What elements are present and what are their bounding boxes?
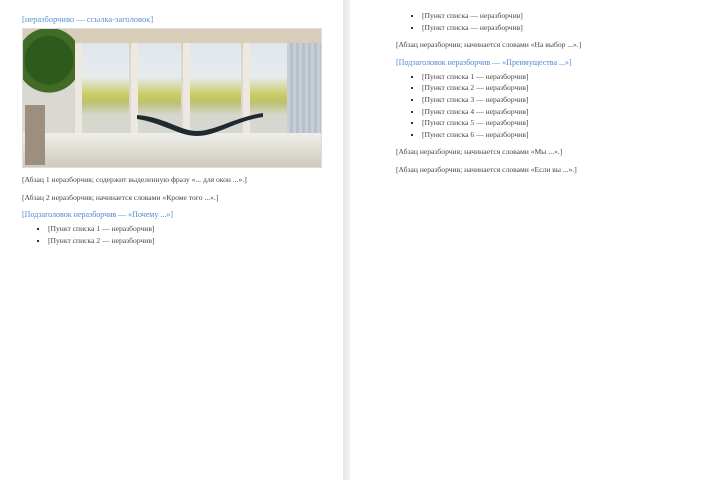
photo-floor	[23, 133, 321, 167]
photo-plant-pot	[25, 105, 45, 165]
link-heading[interactable]: [неразборчиво — ссылка-заголовок]	[22, 14, 154, 24]
list-item: ▪ [Пункт списка — неразборчив]	[422, 10, 694, 22]
list-item: ▪ [Пункт списка 4 — неразборчив]	[422, 106, 694, 118]
photo-lounge-chair	[135, 111, 265, 137]
list-item: ▪ [Пункт списка 1 — неразборчив]	[422, 71, 694, 83]
paragraph: [Абзац 2 неразборчив; начинается словами «Кроме того ...».]	[22, 192, 219, 202]
right-page	[350, 0, 720, 480]
page-gutter	[343, 0, 350, 480]
list-item: ▪ [Пункт списка 6 — неразборчив]	[422, 129, 694, 141]
left-page	[0, 0, 343, 480]
bullet-list	[396, 10, 694, 33]
list-item: ▪ [Пункт списка 3 — неразборчив]	[422, 94, 694, 106]
photo-plant	[23, 29, 75, 107]
paragraph: [Абзац неразборчив; начинается словами «Мы ...».]	[396, 147, 563, 157]
paragraph: [Абзац неразборчив; начинается словами «На выбор ...».]	[396, 40, 582, 50]
list-item: ▪ [Пункт списка 5 — неразборчив]	[422, 117, 694, 129]
bullet-list	[396, 71, 694, 141]
list-item: ▪ [Пункт списка 1 — неразборчив]	[48, 223, 325, 235]
interior-photo	[22, 28, 322, 168]
list-item: ▪ [Пункт списка — неразборчив]	[422, 22, 694, 34]
photo-blind	[287, 43, 321, 143]
bullet-list	[22, 223, 325, 246]
photo-window-pane	[81, 43, 129, 139]
subheading: [Подзаголовок неразборчив — «Почему ...»]	[22, 210, 174, 220]
list-item: ▪ [Пункт списка 2 — неразборчив]	[48, 235, 325, 247]
list-item: ▪ [Пункт списка 2 — неразборчив]	[422, 82, 694, 94]
paragraph: [Абзац 1 неразборчив; содержит выделенную фразу «... для окон ...».]	[22, 175, 247, 184]
subheading: [Подзаголовок неразборчив — «Преимущества ...»]	[396, 57, 572, 67]
paragraph: [Абзац неразборчив; начинается словами «Если вы ...».]	[396, 164, 577, 174]
